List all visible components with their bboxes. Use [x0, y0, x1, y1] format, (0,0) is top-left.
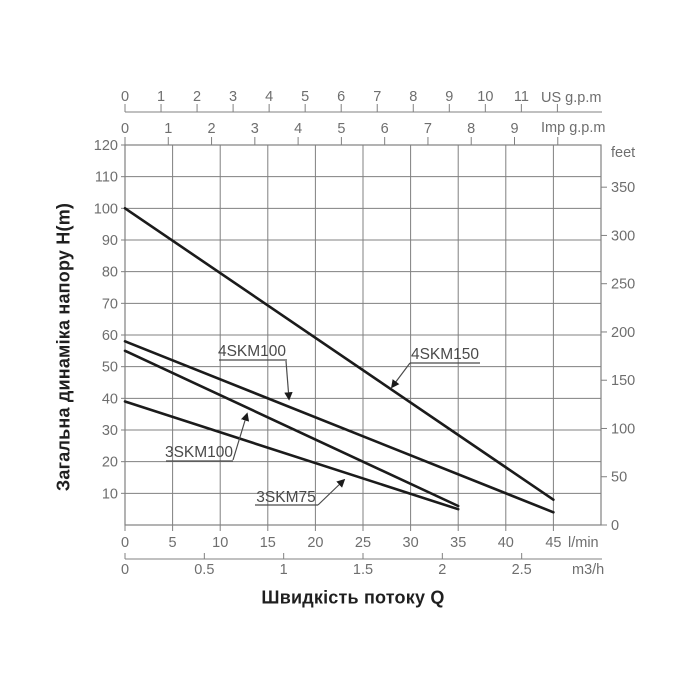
imp-gpm-tick-label: 7	[423, 121, 432, 137]
left-tick-label: 80	[101, 264, 118, 281]
imp-gpm-tick-label: 8	[467, 121, 476, 137]
x-axis-title: Швидкість потоку Q	[261, 587, 445, 608]
imp-gpm-tick-label: 3	[250, 121, 259, 137]
lmin-tick-label: 30	[402, 535, 419, 551]
lmin-tick-label: 25	[354, 535, 372, 551]
annotation-label-3SKM100: 3SKM100	[164, 444, 234, 461]
m3h-tick-label: 1.5	[352, 562, 374, 578]
right-tick-label: 250	[611, 276, 636, 293]
left-tick-label: 110	[94, 169, 118, 186]
left-tick-label: 50	[101, 359, 118, 376]
us-gpm-tick-label: 6	[337, 89, 346, 105]
right-tick-label: 100	[611, 421, 636, 438]
m3h-tick-label: 0.5	[194, 562, 215, 578]
imp-gpm-tick-label: 0	[120, 121, 130, 137]
right-tick-label: 0	[611, 518, 620, 534]
us-gpm-tick-label: 8	[409, 89, 418, 105]
left-tick-label: 10	[101, 486, 118, 503]
lmin-unit-label: l/min	[568, 535, 599, 551]
imp-gpm-unit-label: Imp g.p.m	[541, 120, 606, 136]
annotation-label-4SKM150: 4SKM150	[410, 346, 480, 363]
left-tick-label: 90	[101, 233, 118, 249]
us-gpm-tick-label: 1	[156, 89, 166, 105]
feet-unit-label: feet	[611, 145, 636, 161]
right-tick-label: 200	[611, 324, 636, 341]
us-gpm-tick-label: 0	[120, 89, 130, 105]
m3h-unit-label: m3/h	[572, 562, 605, 578]
left-tick-label: 60	[101, 328, 118, 344]
annotation-label-4SKM100: 4SKM100	[217, 343, 287, 360]
lmin-tick-label: 35	[450, 535, 467, 551]
us-gpm-tick-label: 9	[445, 89, 454, 105]
lmin-tick-label: 15	[259, 535, 276, 551]
left-tick-label: 30	[101, 423, 118, 439]
m3h-tick-label: 1	[279, 562, 288, 578]
left-tick-label: 100	[93, 201, 118, 218]
left-tick-label: 70	[101, 296, 118, 313]
right-tick-label: 50	[611, 469, 628, 486]
y-axis-title: Загальна динаміка напору H(m)	[53, 202, 74, 492]
curve-3SKM100	[125, 351, 458, 506]
m3h-tick-label: 0	[120, 562, 130, 578]
us-gpm-tick-label: 5	[301, 89, 310, 105]
lmin-tick-label: 40	[497, 535, 514, 551]
lmin-tick-label: 5	[168, 535, 177, 551]
left-tick-label: 120	[93, 138, 118, 154]
us-gpm-tick-label: 7	[373, 89, 382, 105]
annotation-label-3SKM75: 3SKM75	[256, 489, 316, 506]
imp-gpm-tick-label: 9	[510, 121, 519, 137]
right-tick-label: 150	[611, 373, 636, 390]
annotation-leader-arrow	[318, 480, 344, 505]
lmin-tick-label: 45	[545, 535, 562, 551]
lmin-tick-label: 0	[120, 535, 130, 551]
imp-gpm-tick-label: 5	[337, 121, 346, 137]
us-gpm-tick-label: 2	[193, 89, 202, 105]
imp-gpm-tick-label: 2	[207, 121, 216, 137]
us-gpm-tick-label: 3	[229, 89, 238, 105]
lmin-tick-label: 20	[307, 535, 324, 551]
m3h-tick-label: 2.5	[511, 562, 532, 578]
us-gpm-tick-label: 10	[477, 89, 494, 105]
us-gpm-tick-label: 4	[265, 89, 274, 105]
imp-gpm-tick-label: 6	[380, 121, 389, 137]
left-tick-label: 20	[101, 454, 118, 471]
left-tick-label: 40	[101, 391, 118, 408]
lmin-tick-label: 10	[212, 535, 229, 551]
right-tick-label: 350	[611, 180, 636, 197]
us-gpm-tick-label: 11	[513, 89, 529, 105]
us-gpm-unit-label: US g.p.m	[541, 90, 602, 106]
imp-gpm-tick-label: 4	[294, 121, 303, 137]
imp-gpm-tick-label: 1	[164, 121, 173, 137]
right-tick-label: 300	[611, 228, 636, 245]
m3h-tick-label: 2	[438, 562, 447, 578]
